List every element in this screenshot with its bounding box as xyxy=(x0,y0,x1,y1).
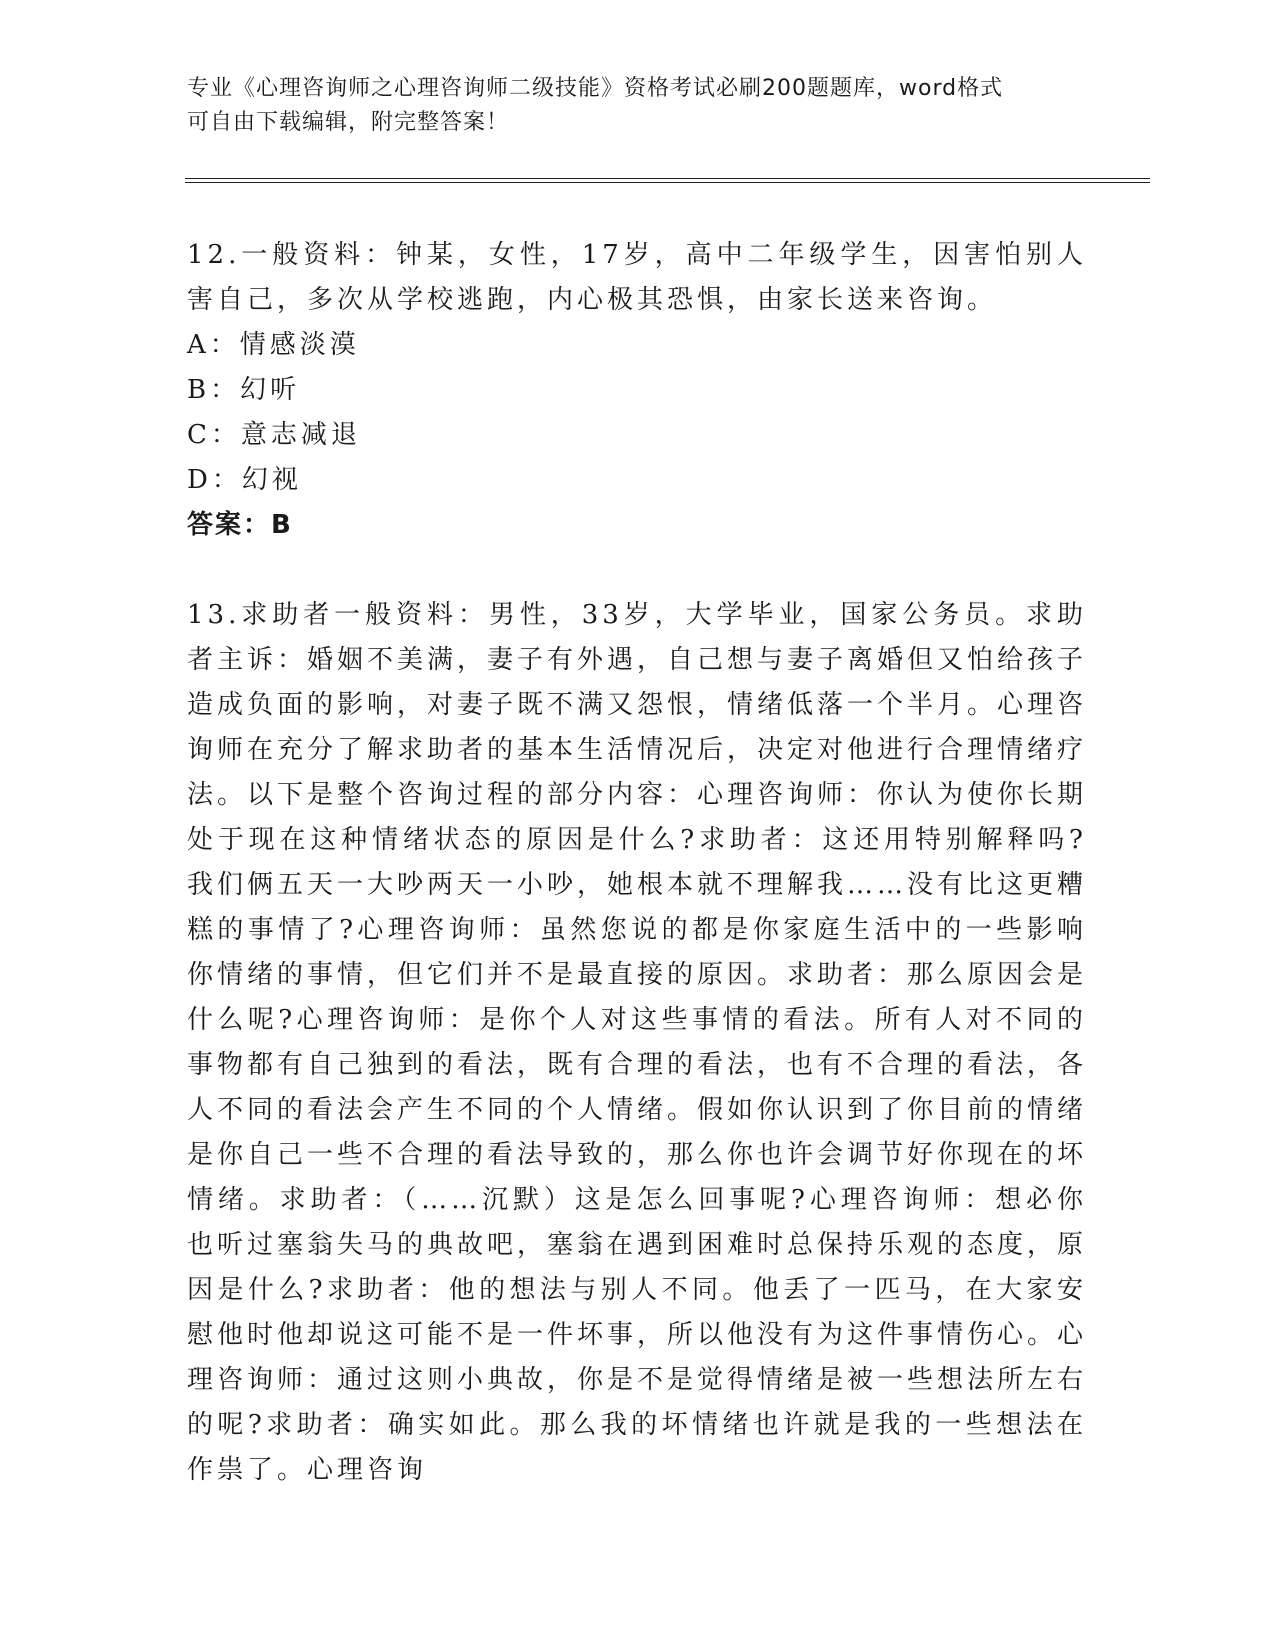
question-12-option-a: A：情感淡漠 xyxy=(187,330,360,360)
question-spacer xyxy=(187,548,1087,593)
header-divider-bottom xyxy=(185,182,1150,183)
question-12-option-b: B：幻听 xyxy=(187,375,301,405)
question-13 xyxy=(187,593,1087,1493)
question-12-option-c: C：意志减退 xyxy=(187,420,361,450)
header-divider-top xyxy=(185,178,1150,179)
question-12-text: 12.一般资料：钟某，女性，17岁，高中二年级学生，因害怕别人害自己，多次从学校逃跑，内心极其恐惧，由家长送来咨询。 xyxy=(187,240,1087,315)
question-12-answer: 答案：B xyxy=(187,510,293,540)
question-12-option-d: D：幻视 xyxy=(187,465,302,495)
document-header xyxy=(187,72,1087,140)
header-line-2: 可自由下载编辑，附完整答案！ xyxy=(187,110,510,135)
header-line-1: 专业《心理咨询师之心理咨询师二级技能》资格考试必刷200题题库，word格式 xyxy=(187,76,1004,101)
question-12 xyxy=(187,233,1087,548)
document-body xyxy=(187,233,1087,1493)
question-13-text: 13.求助者一般资料：男性，33岁，大学毕业，国家公务员。求助者主诉：婚姻不美满，妻子有外遇，自己想与妻子离婚但又怕给孩子造成负面的影响，对妻子既不满又怨恨，情绪低落一个半月。心理咨询师在充分了解求助者的基本生活情况后，决定对他进行合理情绪疗法。以下是整个咨询过程的部分内容：心理咨询师：你认为使你长期处于现在这种情绪状态的原因是什么?求助者：这还用特别解释吗?我们俩五天一大吵两天一小吵，她根本就不理解我……没有比这更糟糕的事情了?心理咨询师：虽然您说的都是你家庭生活中的一些影响你情绪的事情，但它们并不是最直接的原因。求助者：那么原因会是什么呢?心理咨询师：是你个人对这些事情的看法。所有人对不同的事物都有自己独到的看法，既有合理的看法，也有不合理的看法，各人不同的看法会产生不同的个人情绪。假如你认识到了你目前的情绪是你自己一些不合理的看法导致的，那么你也许会调节好你现在的坏情绪。求助者：（……沉默）这是怎么回事呢?心理咨询师：想必你也听过塞翁失马的典故吧，塞翁在遇到困难时总保持乐观的态度，原因是什么?求助者：他的想法与别人不同。他丢了一匹马，在大家安慰他时他却说这可能不是一件坏事，所以他没有为这件事情伤心。心理咨询师：通过这则小典故，你是不是觉得情绪是被一些想法所左右的呢?求助者：确实如此。那么我的坏情绪也许就是我的一些想法在作祟了。心理咨询 xyxy=(187,600,1088,1485)
